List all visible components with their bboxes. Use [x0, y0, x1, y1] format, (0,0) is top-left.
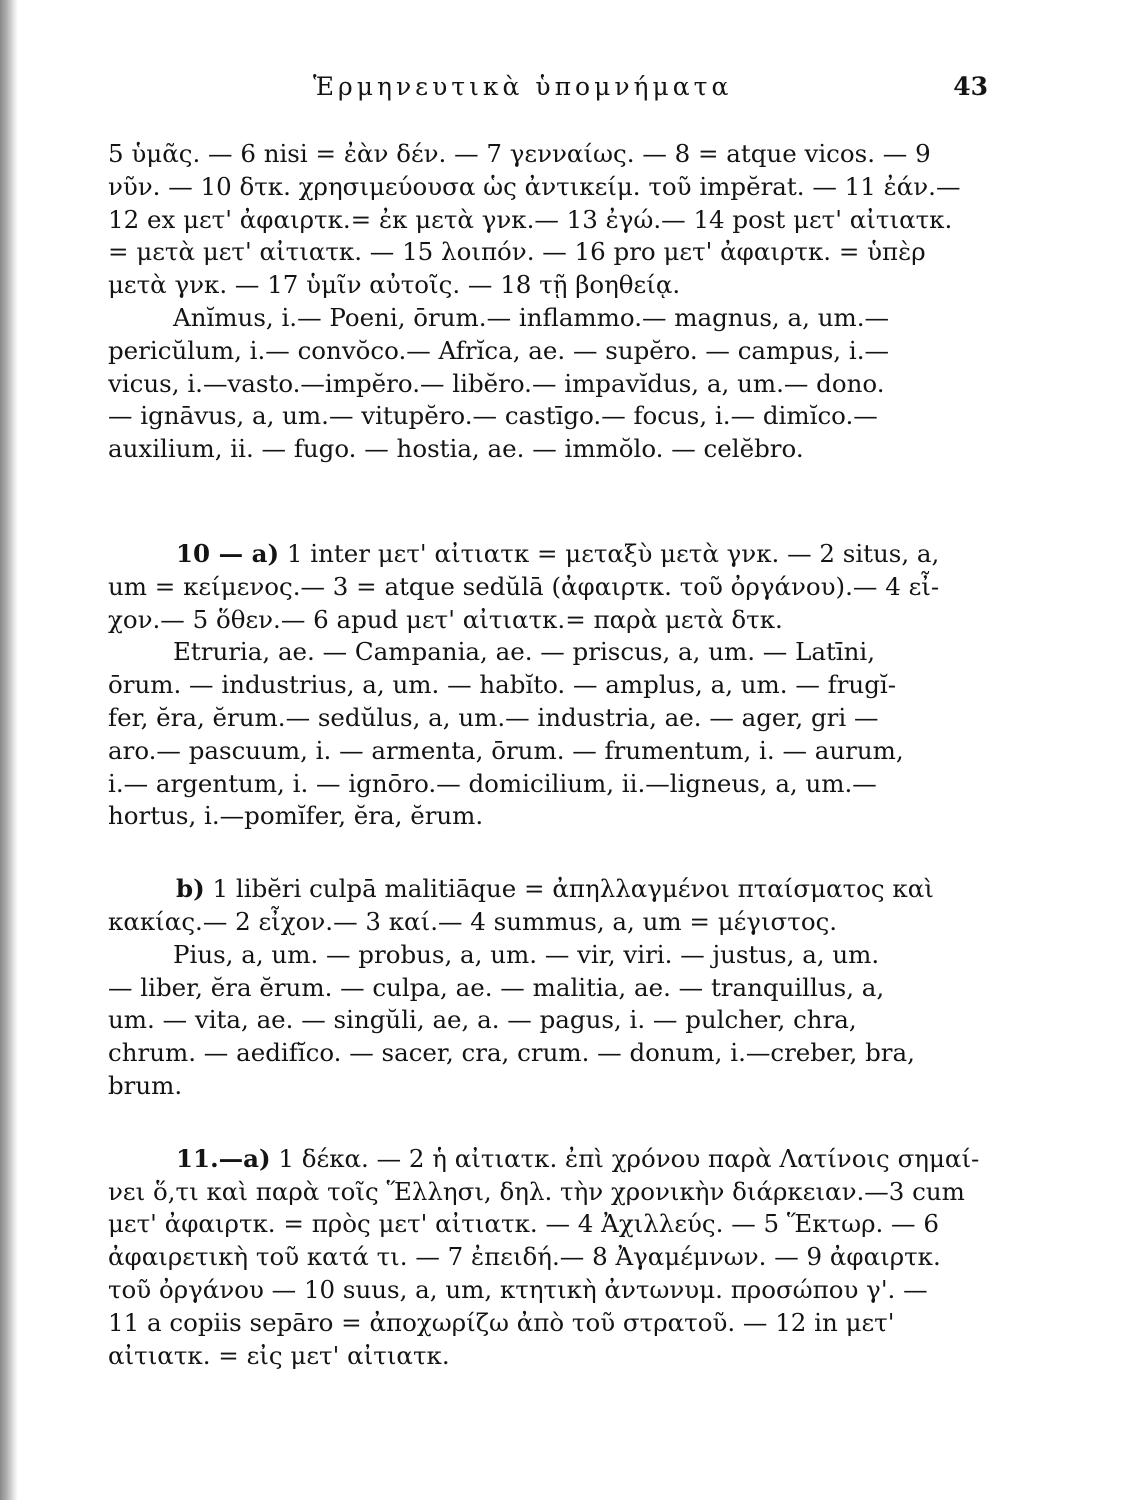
text-line: — liber, ĕra ĕrum. — culpa, ae. — malitia, ae. — tranquillus, a,: [108, 972, 885, 1002]
section-label: 10 — a): [176, 538, 280, 568]
text-line: ōrum. — industrius, a, um. — habĭto. — amplus, a, um. — frugĭ-: [108, 670, 896, 700]
text-line: um. — vita, ae. — singŭli, ae, a. — pagus, i. — pulcher, chra,: [108, 1005, 857, 1035]
text-line: pericŭlum, i.— convŏco.— Afrĭca, ae. — supĕro. — campus, i.—: [108, 335, 889, 365]
text-line: Anĭmus, i.— Poeni, ōrum.— inflammo.— magnus, a, um.—: [173, 302, 889, 332]
text-line: hortus, i.—pomĭfer, ĕra, ĕrum.: [108, 801, 484, 831]
binding-shadow: [0, 0, 18, 1500]
text-line: χον.— 5 ὅθεν.— 6 apud μετ' αἰτιατκ.= παρὰ μετὰ δτκ.: [108, 604, 783, 634]
body-text: [108, 138, 988, 1372]
section-label: 11.—a): [176, 1143, 271, 1173]
text-line: 11 a copiis sepāro = ἀποχωρίζω ἀπὸ τοῦ στρατοῦ. — 12 in μετ': [108, 1307, 895, 1337]
notes-continuation: [108, 138, 988, 466]
text-line: [108, 873, 988, 906]
text-line: — ignāvus, a, um.— vitupĕro.— castīgo.— focus, i.— dimĭco.—: [108, 401, 878, 431]
text-line: κακίας.— 2 εἶχον.— 3 καί.— 4 summus, a, um = μέγιστος.: [108, 906, 838, 936]
text-line: i.— argentum, i. — ignōro.— domicilium, ii.—ligneus, a, um.—: [108, 768, 877, 798]
text-line: [108, 538, 988, 571]
text-line: Pius, a, um. — probus, a, um. — vir, viri. — justus, a, um.: [173, 939, 880, 969]
text-line: μετὰ γνκ. — 17 ὑμῖν αὐτοῖς. — 18 τῇ βοηθείᾳ.: [108, 270, 681, 300]
running-title: Ἑρμηνευτικὰ ὑπομνήματα: [313, 72, 733, 101]
text-line: 5 ὑμᾶς. — 6 nisi = ἐὰν δέν. — 7 γενναίως. — 8 = atque vicos. — 9: [108, 139, 931, 168]
text-line: vicus, i.—vasto.—impĕro.— libĕro.— impavĭdus, a, um.— dono.: [108, 368, 885, 398]
text-line: = μετὰ μετ' αἰτιατκ. — 15 λοιπόν. — 16 pro μετ' ἀφαιρτκ. = ὑπὲρ: [108, 237, 926, 267]
text-line: νῦν. — 10 δτκ. χρησιμεύουσα ὡς ἀντικείμ. τοῦ impĕrat. — 11 ἐάν.—: [108, 171, 961, 201]
section-11a: [108, 1143, 988, 1373]
section-lead-text: 1 libĕri culpā malitiāque = ἀπηλλαγμένοι πταίσματος καὶ: [204, 874, 934, 904]
text-line: 12 ex μετ' ἀφαιρτκ.= ἐκ μετὰ γνκ.— 13 ἐγώ.— 14 post μετ' αἰτιατκ.: [108, 204, 953, 234]
text-line: auxilium, ii. — fugo. — hostia, ae. — immŏlo. — celĕbro.: [108, 434, 804, 464]
page-number: 43: [953, 72, 988, 101]
text-line: τοῦ ὀργάνου — 10 suus, a, um, κτητικὴ ἀντωνυμ. προσώπου γ'. —: [108, 1274, 928, 1304]
text-line: aro.— pascuum, i. — armenta, ōrum. — frumentum, i. — aurum,: [108, 735, 904, 765]
text-line: Etruria, ae. — Campania, ae. — priscus, a, um. — Latīni,: [173, 637, 876, 667]
text-line: μετ' ἀφαιρτκ. = πρὸς μετ' αἰτιατκ. — 4 Ἀχιλλεύς. — 5 Ἕκτωρ. — 6: [108, 1209, 939, 1239]
text-line: [108, 1143, 988, 1176]
section-lead-text: 1 δέκα. — 2 ἡ αἰτιατκ. ἐπὶ χρόνου παρὰ Λατίνοις σημαί-: [270, 1143, 980, 1173]
section-10a: [108, 538, 988, 833]
text-line: fer, ĕra, ĕrum.— sedŭlus, a, um.— industria, ae. — ager, gri —: [108, 702, 879, 732]
section-label: b): [176, 874, 205, 904]
text-line: chrum. — aedifĭco. — sacer, cra, crum. — donum, i.—creber, bra,: [108, 1038, 915, 1068]
text-line: ἀφαιρετικὴ τοῦ κατά τι. — 7 ἐπειδή.— 8 Ἀγαμέμνων. — 9 ἀφαιρτκ.: [108, 1242, 941, 1272]
text-line: αἰτιατκ. = εἰς μετ' αἰτιατκ.: [108, 1340, 450, 1370]
text-line: um = κείμενος.— 3 = atque sedŭlā (ἀφαιρτκ. τοῦ ὀργάνου).— 4 εἶ-: [108, 571, 940, 601]
section-lead-text: 1 inter μετ' αἰτιατκ = μεταξὺ μετὰ γνκ. — 2 situs, a,: [279, 538, 940, 568]
section-10b: [108, 873, 988, 1103]
page-header: [108, 72, 988, 112]
text-line: νει ὅ,τι καὶ παρὰ τοῖς Ἕλλησι, δηλ. τὴν χρονικὴν διάρκειαν.—3 cum: [108, 1176, 965, 1206]
text-line: brum.: [108, 1070, 183, 1100]
